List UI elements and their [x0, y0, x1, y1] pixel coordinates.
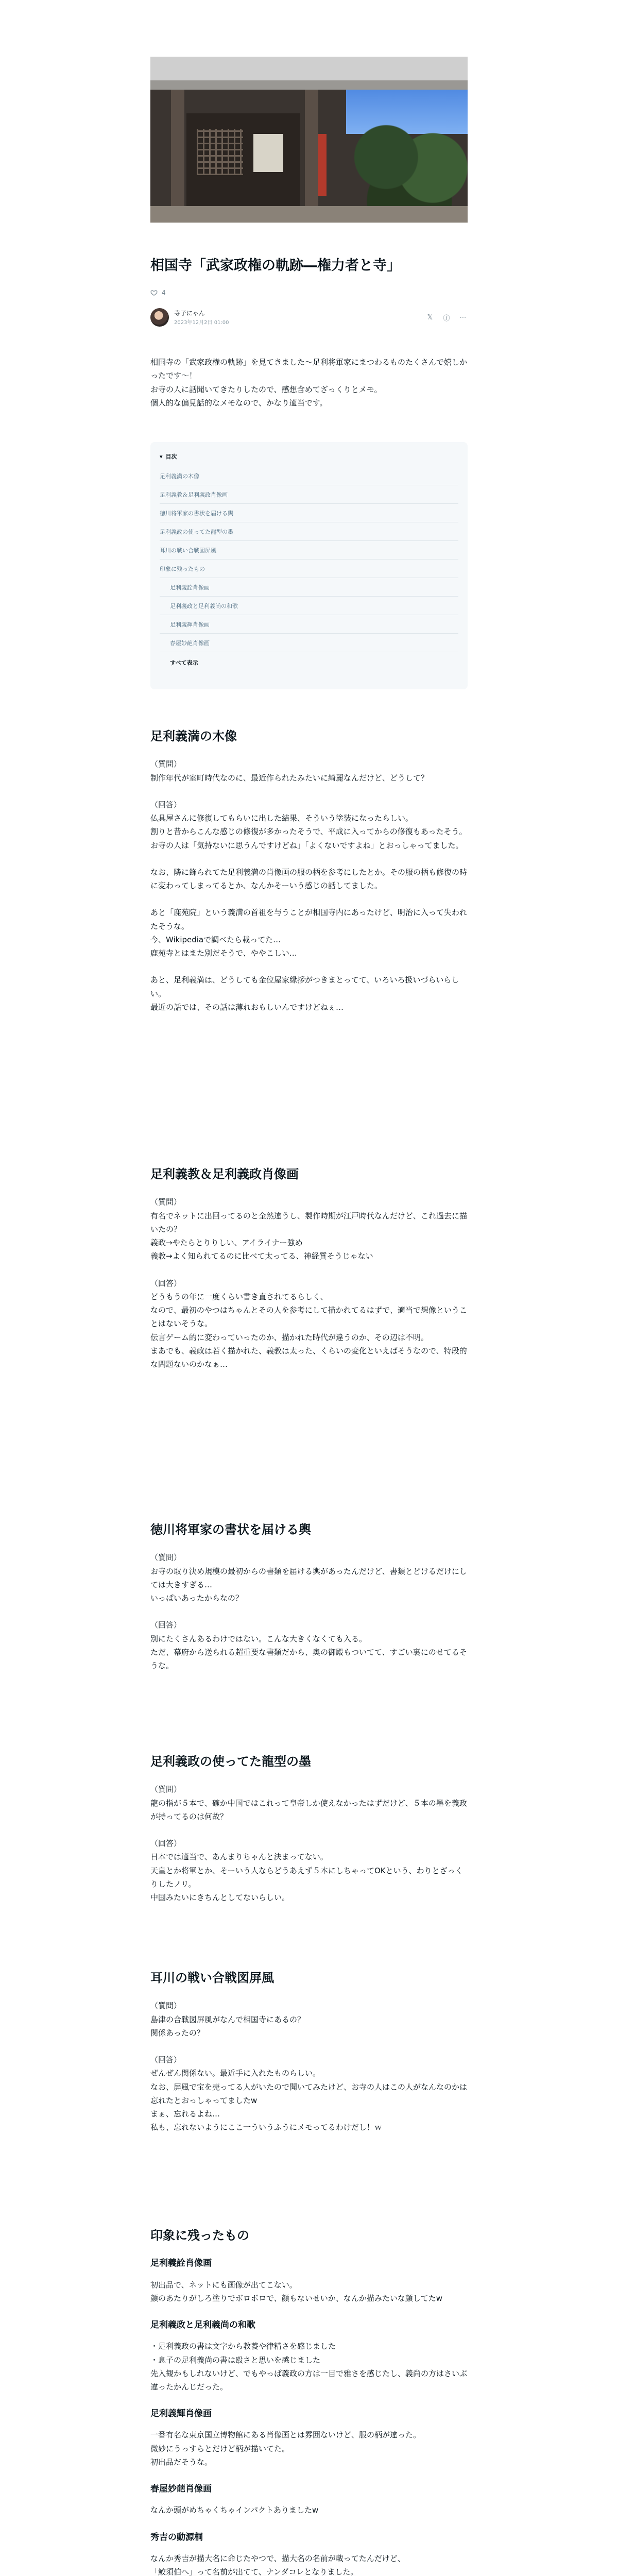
para-line: お寺の人は「気持ないに思うんですけどね」「よくないですよね」とおっしゃってました。	[150, 840, 464, 850]
para-line: （回答）	[150, 800, 182, 809]
subsection-heading: 足利義政と足利義尚の和歌	[150, 2320, 255, 2331]
para-line: 初出品だそうな。	[150, 2457, 213, 2467]
para-line: まぁ、忘れるよね…	[150, 2109, 220, 2119]
intro-line: 個人的な偏見話的なメモなので、かなり適当です。	[150, 398, 328, 408]
subsection-heading: 足利義詮肖像画	[150, 2258, 212, 2269]
toc-item[interactable]: 耳川の戦い合戦図屏風	[160, 541, 458, 560]
para-line: 割りと昔からこんな感じの修復が多かったそうで、平成に入ってからの修復もあったそう。	[150, 827, 467, 837]
chevron-down-icon: ▾	[160, 453, 163, 460]
para-line: 仏具屋さんに修復してもらいに出した結果、そういう塗装になったらしい。	[150, 814, 414, 823]
toc-item[interactable]: 印象に残ったもの	[160, 560, 458, 578]
toc-subitem[interactable]: 足利義政と足利義尚の和歌	[160, 597, 458, 615]
avatar[interactable]	[150, 308, 169, 327]
toc-item[interactable]: 徳川将軍家の書状を届ける輿	[160, 504, 458, 522]
more-icon[interactable]: ⋯	[459, 313, 467, 321]
section-impressions	[150, 2226, 468, 2576]
toc-item[interactable]: 足利義満の木像	[160, 467, 458, 485]
toc-subitem[interactable]: 足利義詮肖像画	[160, 578, 458, 597]
para-line: 中国みたいにきちんとしてないらしい。	[150, 1893, 290, 1903]
para-line: 初出品で、ネットにも画像が出てこない。	[150, 2280, 297, 2290]
intro-line: お寺の人に話聞いてきたりしたので、感想含めてざっくりとメモ。	[150, 384, 382, 394]
toc-item[interactable]: 足利義教＆足利義政肖像画	[160, 485, 458, 504]
subsection-heading: 秀吉の動源桐	[150, 2532, 203, 2543]
para-line: 「鮫須伯へ」って名前が出てて、ナンダコレとなりました。	[150, 2567, 358, 2576]
para-line: 今、Wikipediaで調べたら載ってた…	[150, 935, 281, 944]
para-line: 最近の話では、その話は薄れおもしいんですけどねぇ…	[150, 1002, 344, 1012]
para-line: 顔のあたりがしろ塗りでボロボロで、顔もないせいか、なんか描みたいな顔してたw	[150, 2293, 442, 2303]
article-title: 相国寺「武家政権の軌跡―権力者と寺」	[150, 258, 401, 274]
author-row	[150, 307, 468, 328]
section-yoshimitsu-statue	[150, 726, 468, 1014]
section-portraits	[150, 1164, 468, 1371]
like-meta[interactable]	[150, 286, 468, 299]
para-line: （回答）	[150, 1278, 182, 1288]
toc-heading[interactable]	[160, 452, 458, 461]
share-icons	[425, 313, 468, 322]
section-heading: 足利義政の使ってた龍型の墨	[150, 1754, 311, 1769]
para-line: （質問）	[150, 759, 182, 769]
para-line: （回答）	[150, 1839, 182, 1849]
intro-line: 相国寺の「武家政権の軌跡」を見てきました〜足利将軍家にまつわるものたくさんで嬉しかったです〜！	[150, 358, 468, 381]
publish-date: 2023年12月2日 01:00	[174, 319, 229, 326]
section-heading: 足利義満の木像	[150, 729, 237, 743]
para-line: （回答）	[150, 1620, 182, 1630]
intro-text	[150, 355, 468, 410]
para-line: なので、最初のやつはちゃんとその人を参考にして描かれてるはずで、適当で想像ということはないそうな。	[150, 1306, 467, 1329]
section-palanquin	[150, 1520, 468, 1672]
subsection-heading: 春屋妙葩肖像画	[150, 2484, 212, 2495]
section-heading: 徳川将軍家の書状を届ける輿	[150, 1522, 311, 1537]
para-line: 義教→よく知られてるのに比べて太ってる、神経質そうじゃない	[150, 1251, 373, 1261]
toc-heading-label: 目次	[165, 453, 177, 460]
section-dragon-ink	[150, 1752, 468, 1904]
para-line: 有名でネットに出回ってるのと全然違うし、製作時期が江戸時代なんだけど、これ過去に描いたの？	[150, 1211, 468, 1234]
author-name[interactable]: 寺子にゃん	[174, 310, 205, 317]
para-line: 制作年代が室町時代なのに、最近作られたみたいに綺麗なんだけど、どうして？	[150, 773, 429, 783]
para-line: （質問）	[150, 2001, 182, 2011]
toc-show-all-button[interactable]: すべて表示	[170, 659, 198, 666]
para-line: （質問）	[150, 1197, 182, 1207]
toc-item[interactable]: 足利義政の使ってた龍型の墨	[160, 522, 458, 541]
para-line: お寺の取り決め規模の最初からの書類を届ける輿があったんだけど、書類とどけるだけにしては大きすぎる…	[150, 1566, 467, 1589]
para-line: ・息子の足利義尚の書は殴さと思いを感じました	[150, 2355, 321, 2365]
para-line: 鹿苑寺とはまた別だそうで、ややこしい…	[150, 948, 297, 958]
section-heading: 耳川の戦い合戦図屏風	[150, 1971, 274, 1985]
para-line: あと「鹿苑院」という義満の首祖を与うことが相国寺内にあったけど、明治に入って失われたそうな。	[150, 908, 467, 931]
table-of-contents	[150, 442, 468, 689]
para-line: 日本では適当で、あんまりちゃんと決まってない。	[150, 1852, 328, 1862]
para-line: 義政→やたらとりりしい、アイライナー強め	[150, 1238, 303, 1248]
para-line: いっぱいあったからなの？	[150, 1594, 243, 1603]
para-line: 関係あったの？	[150, 2028, 204, 2038]
para-line: なお、屏風で宝を売ってる人がいたので聞いてみたけど、お寺の人はこの人がなんなのかは忘れたとおっしゃってましたw	[150, 2082, 468, 2105]
para-line: 私も、忘れないようにここ一ういうふうにメモってるわけだし！ｗ	[150, 2123, 382, 2132]
para-line: 先入観かもしれないけど、でもやっぱ義政の方は一目で雅さを感じたし、義尚の方はさいぶ違ったかんじだった。	[150, 2368, 468, 2392]
subsection-heading: 足利義輝肖像画	[150, 2409, 212, 2419]
toc-subitem[interactable]: 足利義輝肖像画	[160, 615, 458, 634]
section-folding-screen	[150, 1968, 468, 2134]
para-line: まあでも、義政は若く描かれた、義教は太った、くらいの変化といえばそうなので、特段的な問題ないのかなぁ…	[150, 1346, 467, 1369]
section-heading: 足利義教＆足利義政肖像画	[150, 1167, 299, 1181]
toc-subitem[interactable]: 春屋妙葩肖像画	[160, 634, 458, 652]
hero-image	[150, 57, 468, 223]
para-line: 一番有名な東京国立博物館にある肖像画とは雰囲ないけど、服の柄が違った。	[150, 2430, 421, 2440]
heart-icon	[150, 289, 158, 296]
para-line: 微妙にうっすらとだけど柄が描いてた。	[150, 2444, 290, 2453]
facebook-share-icon[interactable]: ⓕ	[443, 314, 450, 323]
x-share-icon[interactable]: 𝕏	[427, 313, 433, 321]
para-line: なんか秀吉が描大名に命じたやつで、描大名の名前が載ってたんだけど、	[150, 2553, 405, 2563]
para-line: ただ、幕府から送られる超重要な書類だから、奥の御殿もついてて、すごい裏にのせてるそうな。	[150, 1647, 467, 1671]
para-line: ・足利義政の書は文字から教養や律精さを感じました	[150, 2342, 336, 2351]
section-heading: 印象に残ったもの	[150, 2228, 249, 2243]
para-line: なんか頭がめちゃくちゃインパクトありましたw	[150, 2505, 319, 2515]
para-line: （質問）	[150, 1785, 182, 1794]
para-line: ぜんぜん関係ない。最近手に入れたものらしい。	[150, 2069, 321, 2078]
para-line: あと、足利義満は、どうしても金位屋家縁拶がつきまとってて、いろいろ扱いづらいらしい。	[150, 975, 459, 998]
like-count: 4	[162, 289, 166, 296]
para-line: 天皇とか将軍とか、そーいう人ならどうあえず５本にしちゃってOKという、わりとざっくりしたノリ。	[150, 1866, 463, 1889]
para-line: どうもうの年に一度くらい書き直されてるらしく、	[150, 1292, 328, 1301]
para-line: （回答）	[150, 2055, 182, 2065]
para-line: 島津の合戦図屏風がなんで相国寺にあるの？	[150, 2014, 305, 2024]
para-line: なお、隣に飾られてた足利義満の肖像画の服の柄を参考にしたとか。その服の柄も修復の時に変わってしまってるとか、なんかそーいう感じの話してました。	[150, 867, 468, 891]
para-line: 伝言ゲーム的に変わっていったのか、描かれた時代が違うのか、その辺は不明。	[150, 1332, 428, 1342]
para-line: 別にたくさんあるわけではない。こんな大きくなくても入る。	[150, 1634, 367, 1643]
para-line: 龍の指が５本で、確か中国ではこれって皇帝しか使えなかったはずだけど、５本の墨を義政が持ってるのは何故？	[150, 1798, 467, 1821]
para-line: （質問）	[150, 1553, 182, 1563]
